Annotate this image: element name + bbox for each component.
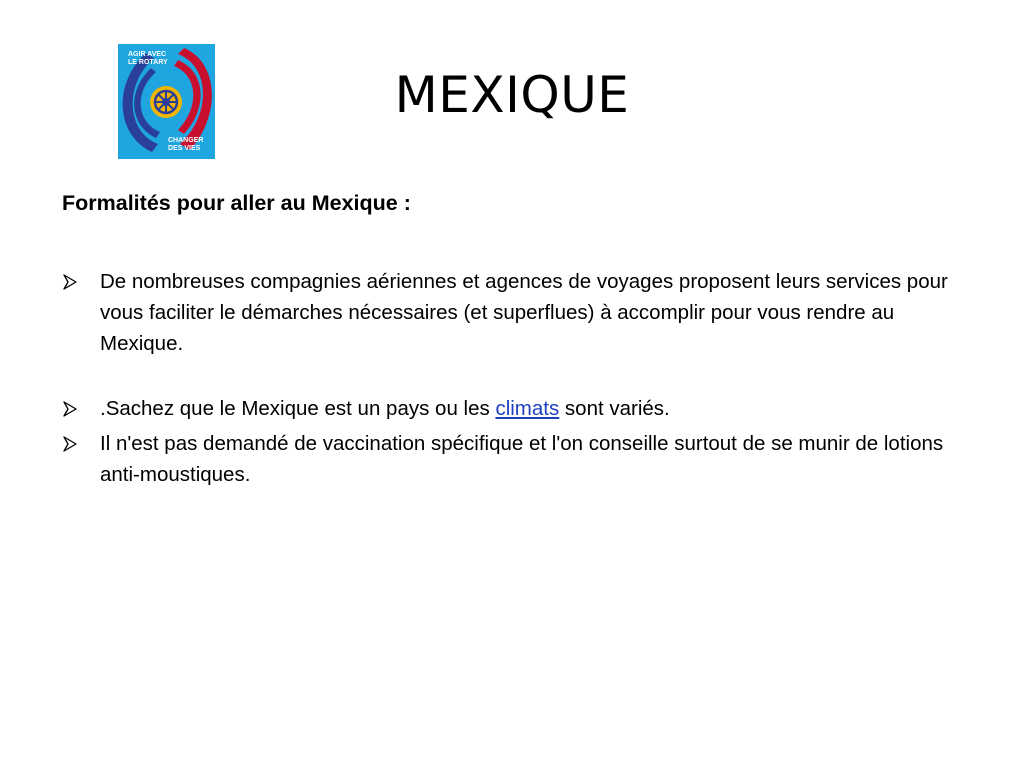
svg-text:AGIR AVEC: AGIR AVEC (128, 51, 167, 58)
bullet-item-climate (62, 393, 982, 424)
svg-text:DES VIES: DES VIES (168, 145, 201, 152)
section-heading: Formalités pour aller au Mexique : (62, 191, 411, 215)
slide-title: MEXIQUE (394, 66, 630, 124)
bullet-text: De nombreuses compagnies aériennes et agences de voyages proposent leurs services pour vous faciliter le démarches nécessaires (et superflues) à accomplir pour vous rendre au Mexique. (100, 270, 948, 355)
svg-text:CHANGER: CHANGER (168, 137, 204, 144)
arrowhead-bullet-icon (62, 274, 78, 290)
svg-text:LE ROTARY: LE ROTARY (128, 59, 168, 66)
arrowhead-bullet-icon (62, 401, 78, 417)
bullet-list (62, 266, 982, 490)
bullet-text-before-link: .Sachez que le Mexique est un pays ou les (100, 397, 496, 420)
bullet-text: Il n'est pas demandé de vaccination spécifique et l'on conseille surtout de se munir de lotions anti-moustiques. (100, 432, 944, 486)
bullet-text-after-link: sont variés. (559, 397, 670, 420)
bullet-item-vaccination (62, 428, 982, 490)
arrowhead-bullet-icon (62, 436, 78, 452)
bullet-item-airlines (62, 266, 982, 359)
climats-link[interactable]: climats (495, 397, 560, 420)
